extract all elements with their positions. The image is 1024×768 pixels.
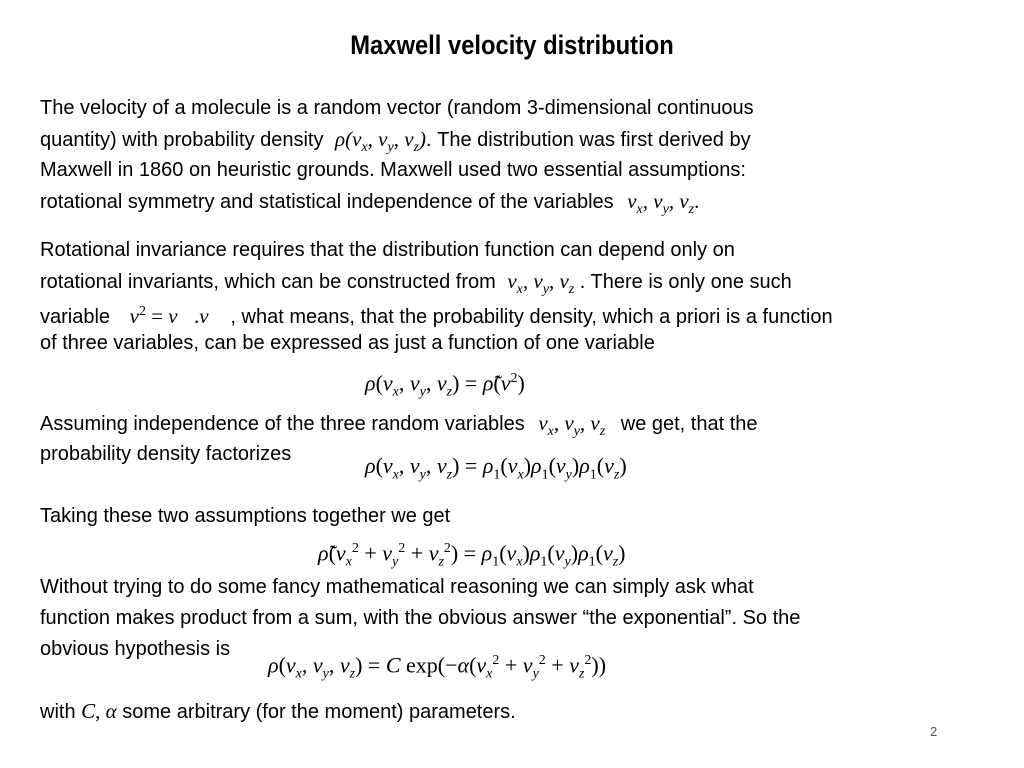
paragraph-5-line-2: function makes product from a sum, with the obvious answer “the exponential”. So the (40, 607, 801, 629)
paragraph-1-line-2 (40, 127, 751, 160)
formula-vx-vy-vz: $v_x$, $v_y$, $v_z$ (538, 411, 606, 440)
paragraph-2-line-2 (40, 269, 792, 302)
paragraph-2-line-4: of three variables, can be expressed as just a function of one variable (40, 332, 655, 354)
paragraph-4-line-1: Taking these two assumptions together we get (40, 505, 451, 527)
paragraph-6-line-1 (40, 699, 516, 724)
paragraph-1-line-2-text-b: . The distribution was first derived by (426, 129, 751, 151)
equation-rho-equals-rho-tilde: $\rho(v_x$, $v_y$, $v_z$) = $\rhõ(v^2)$ (365, 370, 525, 400)
paragraph-2-line-3-text-a: variable (40, 306, 111, 328)
paragraph-1-line-4 (40, 189, 699, 222)
paragraph-2-line-2-text-a: rotational invariants, which can be constructed from (40, 271, 496, 293)
equation-exponential-hypothesis: $\rho(v_x$, $v_y$, $v_z) = C$ $\exp(-\alpha(v_x^2 + v_y^2 + v_z^2))$ (268, 652, 607, 682)
paragraph-1-line-3: Maxwell in 1860 on heuristic grounds. Maxwell used two essential assumptions: (40, 159, 746, 181)
paragraph-6-text-a: with (40, 701, 76, 723)
paragraph-3-line-1 (40, 411, 758, 444)
paragraph-1-line-2-text-a: quantity) with probability density (40, 129, 324, 151)
formula-v-squared: $v^2$ = v⃗.v⃗ (129, 304, 225, 328)
formula-c-alpha: C, α (81, 699, 117, 723)
formula-vx-vy-vz: $v_x$, $v_y$, $v_z$ (507, 269, 575, 298)
paragraph-3-line-1-text-a: Assuming independence of the three random variables (40, 413, 525, 435)
paragraph-5-line-1: Without trying to do some fancy mathematical reasoning we can simply ask what (40, 576, 754, 598)
page-number: 2 (930, 724, 938, 739)
formula-vx-vy-vz: $v_x$, $v_y$, $v_z$. (627, 189, 700, 218)
paragraph-2-line-3-text-b: , what means, that the probability density, which a priori is a function (230, 306, 833, 328)
paragraph-6-text-b: some arbitrary (for the moment) parameters. (122, 701, 516, 723)
paragraph-2-line-1: Rotational invariance requires that the distribution function can depend only on (40, 239, 735, 261)
paragraph-5-line-3: obvious hypothesis is (40, 638, 231, 660)
paragraph-3-line-2: probability density factorizes (40, 443, 292, 465)
paragraph-2-line-2-text-b: . There is only one such (579, 271, 792, 293)
paragraph-1-line-4-text: rotational symmetry and statistical independence of the variables (40, 191, 614, 213)
paragraph-3-line-1-text-b: we get, that the (620, 413, 758, 435)
equation-factorization: $\rho(v_x$, $v_y$, $v_z) = \rho_1(v_x)\rho_1(v_y)\rho_1(v_z)$ (365, 453, 627, 483)
paragraph-1-line-1: The velocity of a molecule is a random vector (random 3-dimensional continuous (40, 97, 754, 119)
equation-combined: $\rhõ(v_x^2 + v_y^2 + v_z^2) = \rho_1(v_x)\rho_1(v_y)\rho_1(v_z)$ (318, 540, 626, 570)
paragraph-2-line-3 (40, 300, 833, 329)
formula-rho-vx-vy-vz: $\rho(v_x$, $v_y$, $v_z$) (335, 127, 426, 156)
slide-title: Maxwell velocity distribution (350, 30, 674, 60)
